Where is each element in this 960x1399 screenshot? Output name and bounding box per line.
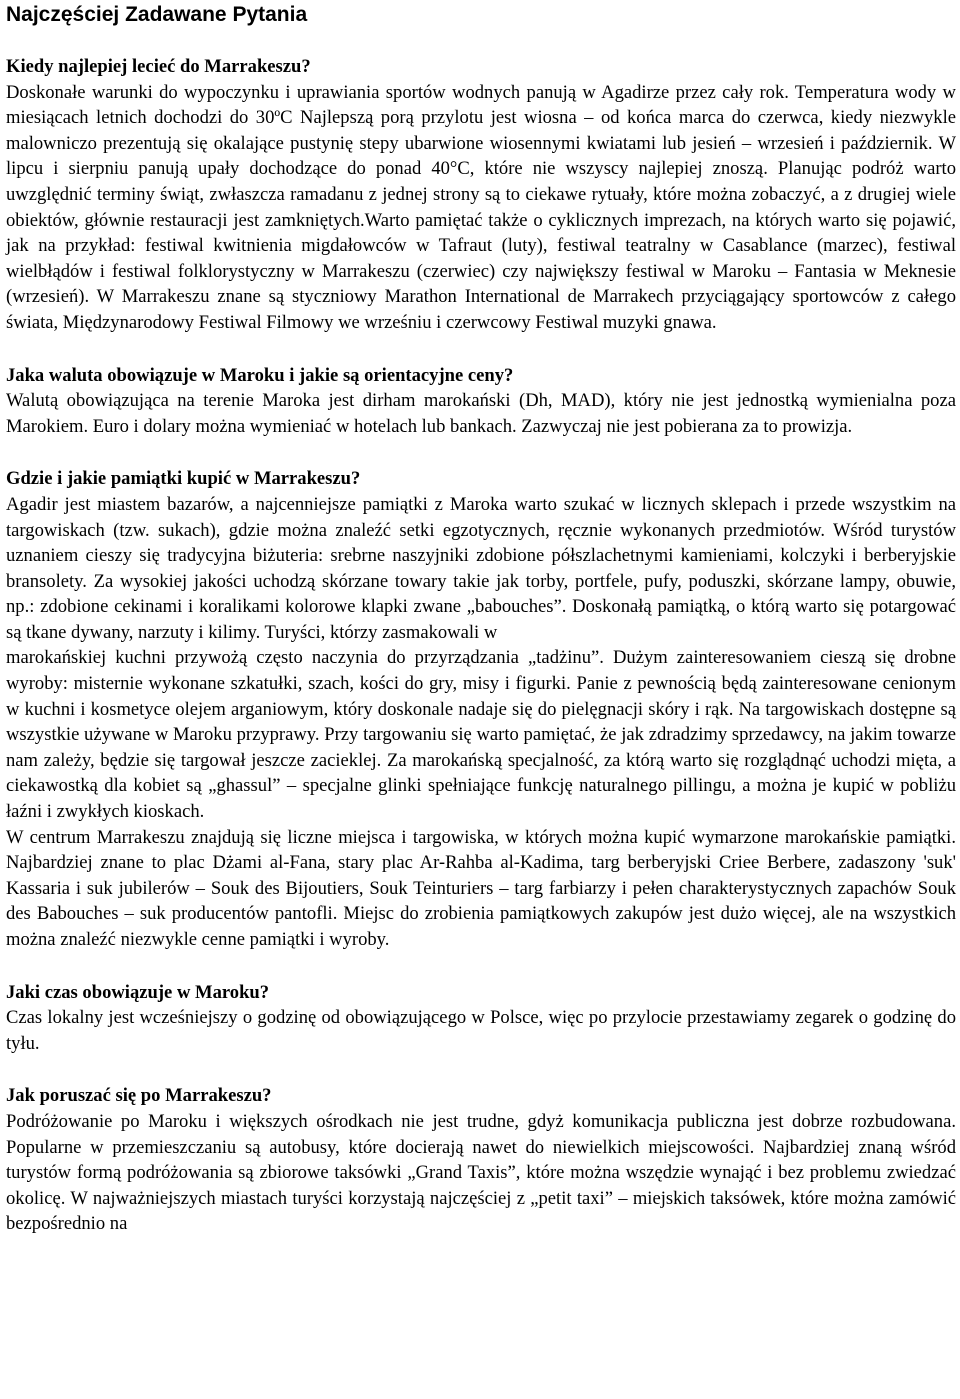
faq-section-time-zone [6,980,956,1057]
faq-answer: Walutą obowiązująca na terenie Maroka jest dirham marokański (Dh, MAD), który nie jest jednostką wymienialna poza Marokiem. Euro i dolary można wymieniać w hotelach lub bankach. Zazwyczaj nie jest pobierana za to prowizja. [6,390,956,437]
faq-question: Kiedy najlepiej lecieć do Marrakeszu? [6,56,311,77]
faq-question: Jaka waluta obowiązuje w Maroku i jakie są orientacyjne ceny? [6,364,514,386]
faq-answer: Doskonałe warunki do wypoczynku i uprawiania sportów wodnych panują w Agadirze przez cały rok. Temperatura wody w miesiącach letnich dochodzi do 30ºC Najlepszą porą przylotu jest wiosna – od końca marca do czerwca, kiedy niezwykle malowniczo prezentują się okalające pustynię stepy ubarwione wiosennymi kwiatami lub jesień – wrzesień i październik. W lipcu i sierpniu panują upały dochodzące do ponad 40°C, które nie wszyscy najlepiej znoszą. Planując podróż warto uwzględnić terminy świąt, zwłaszcza ramadanu z jednej strony są to ciekawe rytuały, które można zobaczyć, a z drugiej wiele obiektów, głównie restauracji jest zamkniętych.Warto pamiętać także o cyklicznych imprezach, na których warto się pojawić, jak na przykład: festiwal kwitnienia migdałowców w Tafraut (luty), festiwal teatralny w Casablance (marzec), festiwal wielbłądów i festiwal folklorystyczny w Marrakeszu (czerwiec) czy największy festiwal w Maroku – Fantasia w Meknesie (wrzesień). W Marrakeszu znane są styczniowy Marathon International de Marrakech przyciągający sportowców z całego świata, Międzynarodowy Festiwal Filmowy we wrześniu i czerwcowy Festiwal muzyki gnawa. [6,81,956,333]
faq-answer: Podróżowanie po Maroku i większych ośrodkach nie jest trudne, gdyż komunikacja publiczna jest dobrze rozbudowana. Popularne w przemieszczaniu są autobusy, które docierają nawet do niewielkich miejscowości. Najbardziej znaną wśród turystów formą podróżowania są zbiorowe taksówki „Grand Taxis”, które można wszędzie wynająć i bez problemu zwiedzać okolicę. W najważniejszych miastach turyści korzystają najczęściej z „petit taxi” – miejskich taksówek, które można zamówić bezpośrednio na [6,1110,956,1235]
faq-section-when-to-fly [6,54,956,336]
faq-question: Jak poruszać się po Marrakeszu? [6,1085,272,1107]
faq-section-currency [6,363,956,440]
document-page [6,0,956,1237]
faq-answer: Czas lokalny jest wcześniejszy o godzinę od obowiązującego w Polsce, więc po przylocie przestawiamy zegarek o godzinę do tyłu. [6,1007,956,1054]
faq-question: Jaki czas obowiązuje w Maroku? [6,981,270,1003]
faq-answer: Agadir jest miastem bazarów, a najcenniejsze pamiątki z Maroka warto szukać w licznych sklepach i przede wszystkim na targowiskach (tzw. sukach), gdzie można znaleźć setki egzotycznych, ręcznie wykonanych przedmiotów. Wśród turystów uznaniem cieszy się tradycyjna biżuteria: srebrne naszyjniki zdobione półszlachetnymi kamieniami, kolczyki i berberyjskie bransolety. Za wysokiej jakości uchodzą skórzane towary takie jak torby, portfele, pufy, poduszki, skórzane lampy, obuwie, np.: zdobione cekinami i koralikami kolorowe klapki zwane „babouches”. Doskonałą pamiątką, o którą warto się potargować są tkane dywany, narzuty i kilimy. Turyści, którzy zasmakowali w [6,493,956,643]
faq-question: Gdzie i jakie pamiątki kupić w Marrakeszu? [6,468,361,490]
page-title: Najczęściej Zadawane Pytania [6,3,308,26]
faq-section-transport [6,1083,956,1237]
faq-answer: marokańskiej kuchni przywożą często naczynia do przyrządzania „tadżinu”. Dużym zainteresowaniem cieszą się drobne wyroby: misternie wykonane szkatułki, szach, kości do gry, misy i figurki. Panie z pewnością będą zainteresowane cenionym w kuchni i kosmetyce olejem arganiowym, który doskonale nadaje się do pielęgnacji skóry i rąk. Na targowiskach dostępne są wszystkie używane w Maroku przyprawy. Przy targowaniu się warto pamiętać, że jak zdradzimy sprzedawcy, na jakim towarze nam zależy, będzie się targował jeszcze zacieklej. Za marokańską specjalność, za którą warto się rozglądnąć uchodzi mięta, a ciekawostką dla kobiet są „ghassul” – specjalne glinki spełniające funkcję naturalnego pillingu, a można je kupić w pobliżu łaźni i zwykłych kioskach. [6,647,956,823]
faq-section-souvenirs [6,466,956,952]
faq-answer: W centrum Marrakeszu znajdują się liczne miejsca i targowiska, w których można kupić wymarzone marokańskie pamiątki. Najbardziej znane to plac Dżami al-Fana, stary plac Ar-Rahba al-Kadima, targ berberyjski Criee Berbere, zadaszony 'suk' Kassaria i suk jubilerów – Souk des Bijoutiers, Souk Teinturiers – targ farbiarzy i pełen charakterystycznych zapachów Souk des Babouches – suk producentów pantofli. Miejsc do zrobienia pamiątkowych zakupów jest dużo więcej, ale na wszystkich można znaleźć niezwykle cenne pamiątki i wyroby. [6,826,956,950]
